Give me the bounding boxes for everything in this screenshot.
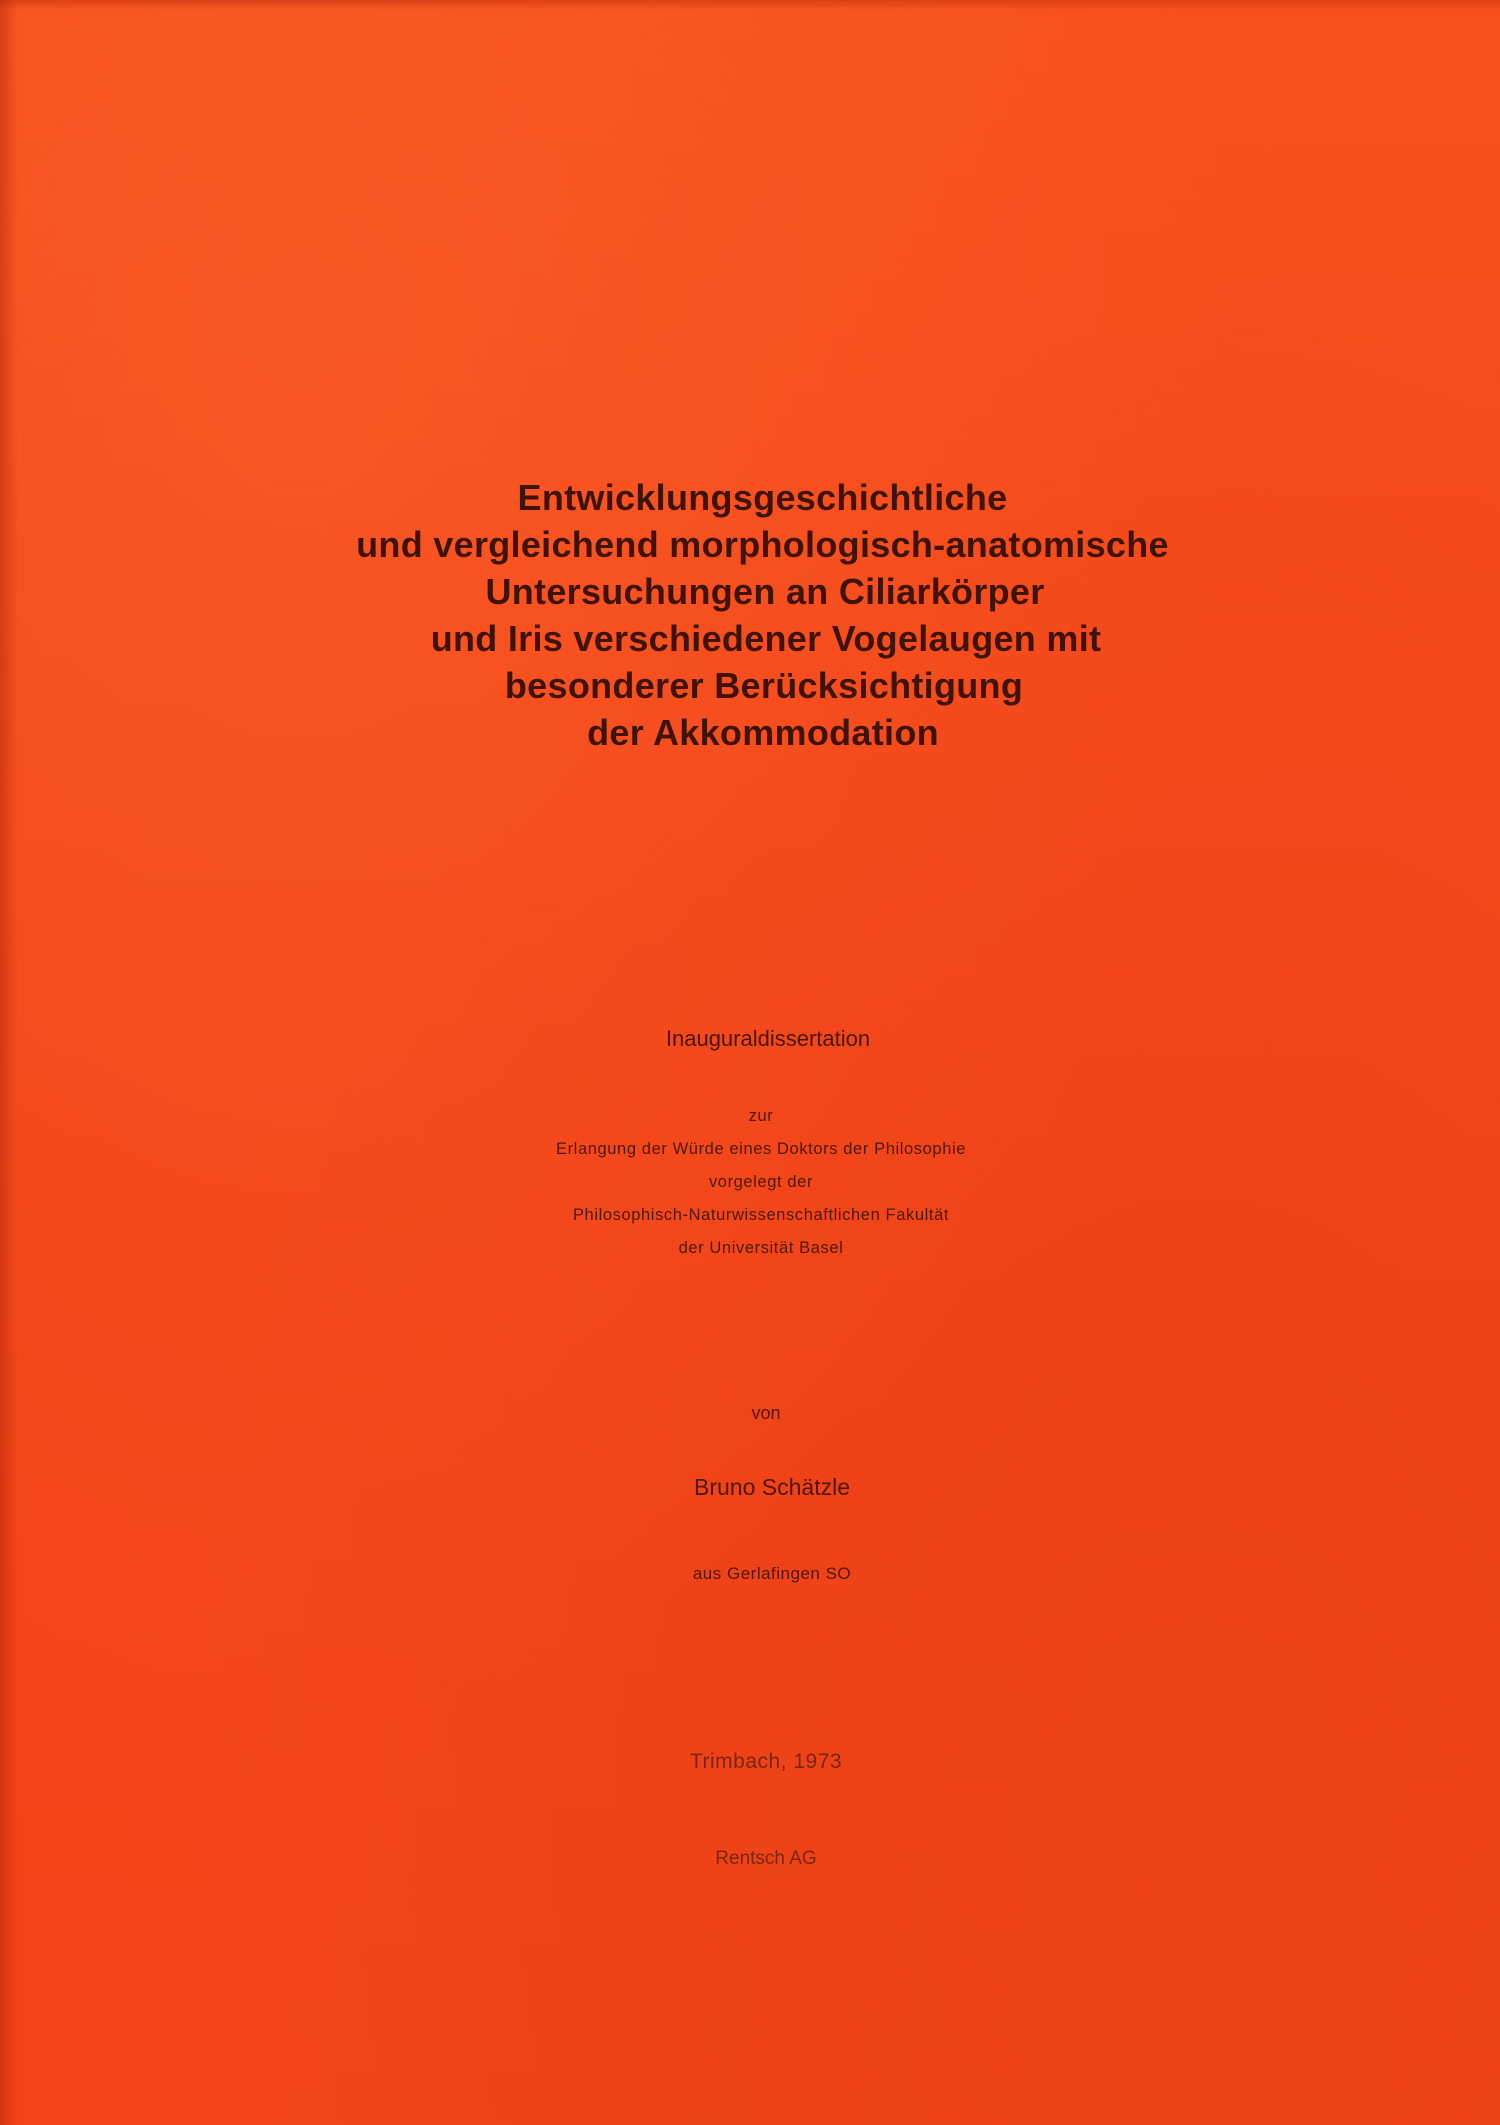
purpose-line: zur (748, 1107, 774, 1125)
purpose-line: Erlangung der Würde eines Doktors der Philosophie (555, 1140, 967, 1158)
author-origin: aus Gerlafingen SO (692, 1564, 852, 1583)
author-name: Bruno Schätzle (694, 1474, 850, 1500)
purpose-line: vorgelegt der (708, 1173, 814, 1191)
place-year: Trimbach, 1973 (689, 1750, 843, 1773)
purpose-line: Philosophisch-Naturwissenschaftlichen Fakultät (572, 1206, 950, 1224)
by-label: von (751, 1403, 781, 1423)
title-line: Untersuchungen an Ciliarkörper (485, 571, 1045, 612)
title-line: der Akkommodation (587, 712, 939, 753)
cover-top-edge-shadow (0, 0, 1500, 10)
degree-purpose (0, 1100, 1500, 1265)
title-line: und Iris verschiedener Vogelaugen mit (430, 618, 1102, 659)
dissertation-title (0, 474, 1500, 756)
purpose-line: der Universität Basel (678, 1239, 844, 1257)
title-line: besonderer Berücksichtigung (504, 665, 1024, 706)
printer-name: Rentsch AG (715, 1848, 817, 1869)
dissertation-label: Inauguraldissertation (665, 1026, 871, 1051)
title-line: und vergleichend morphologisch-anatomische (356, 524, 1169, 565)
title-line: Entwicklungsgeschichtliche (517, 477, 1008, 518)
cover-left-edge-shadow (0, 0, 18, 2125)
